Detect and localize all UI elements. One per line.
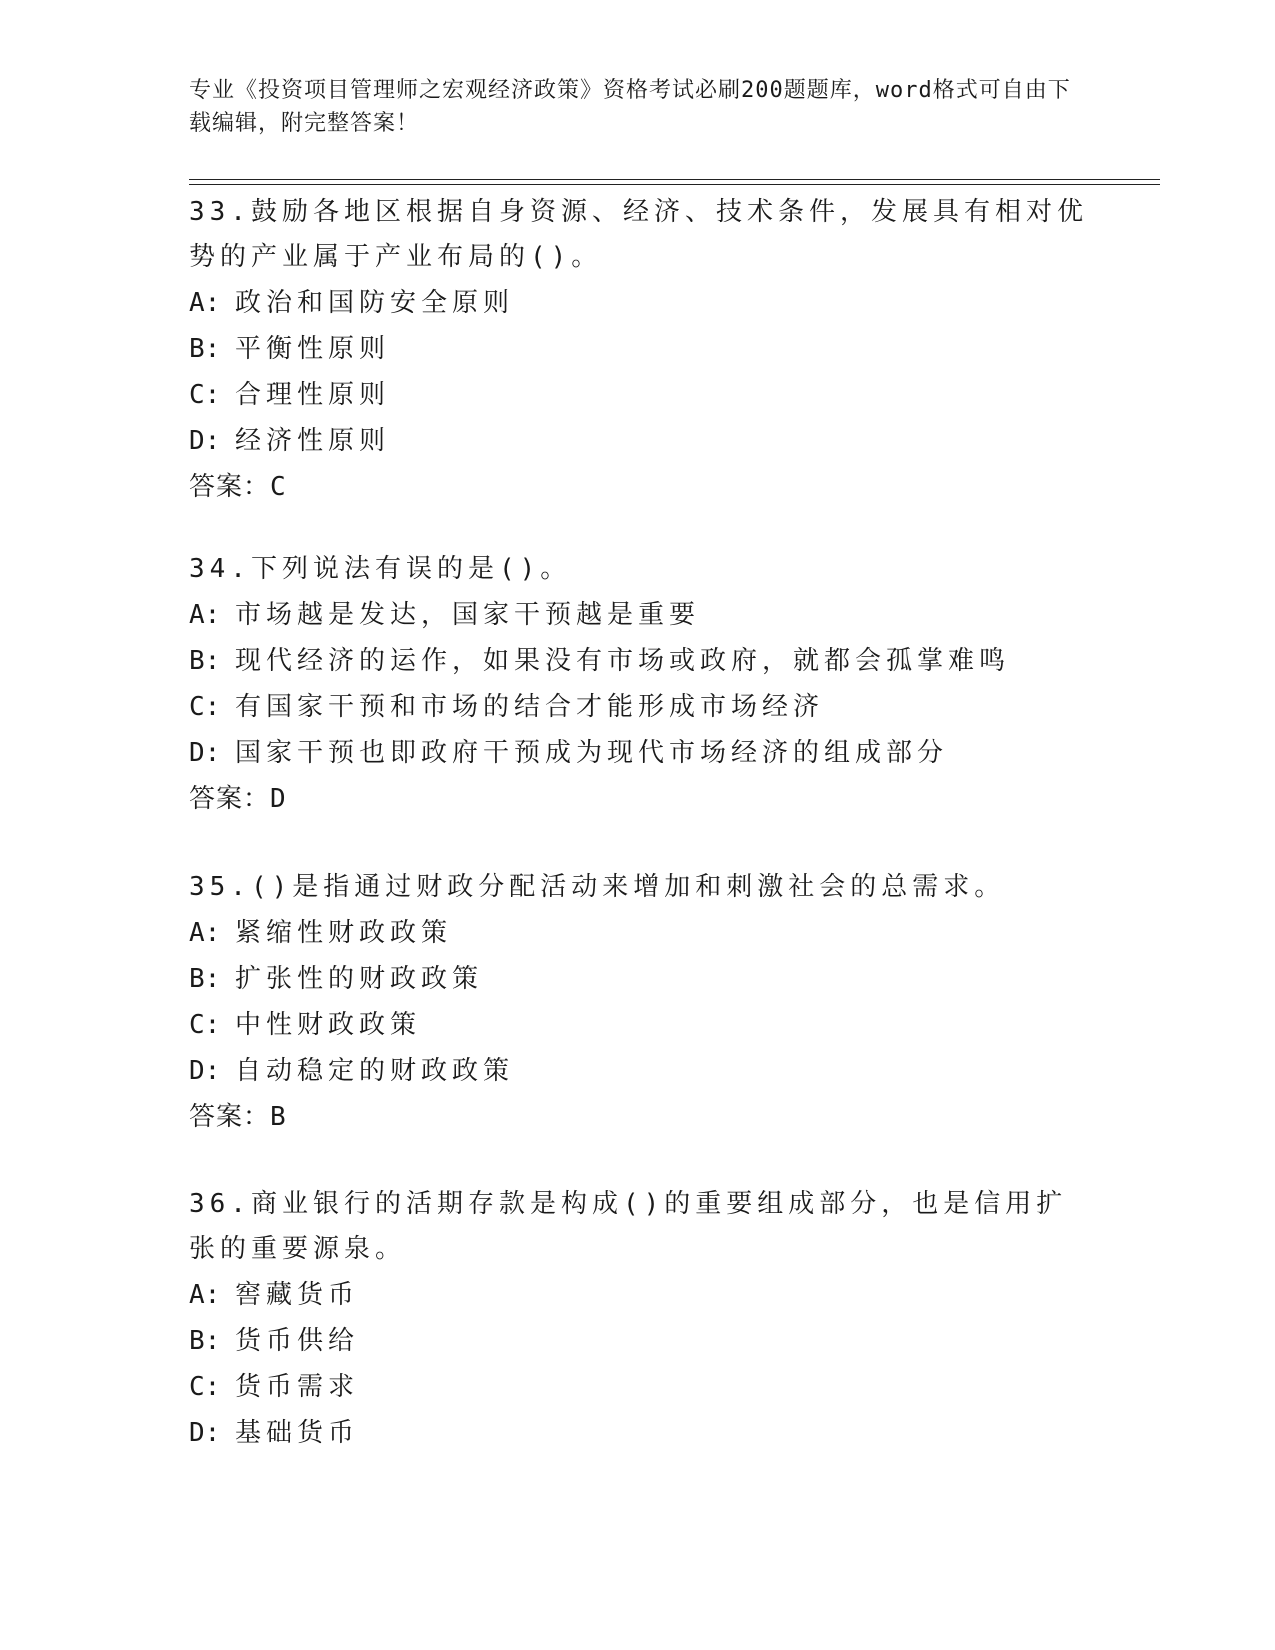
option-text: 窖藏货币 xyxy=(235,1280,360,1310)
option-d xyxy=(189,1410,1109,1456)
option-letter: C: xyxy=(189,380,221,410)
answer-label: 答案：C xyxy=(189,472,287,502)
option-b xyxy=(189,1318,1109,1364)
option-a xyxy=(189,592,1109,638)
question-stem: 34.下列说法有误的是()。 xyxy=(189,554,572,584)
option-letter: C: xyxy=(189,1372,221,1402)
option-text: 政治和国防安全原则 xyxy=(235,288,515,318)
option-letter: B: xyxy=(189,334,221,364)
question-35 xyxy=(189,865,1109,1140)
option-letter: C: xyxy=(189,692,221,722)
header-divider-top xyxy=(189,179,1160,180)
option-letter: A: xyxy=(189,918,221,948)
answer-label: 答案：D xyxy=(189,784,287,814)
option-letter: B: xyxy=(189,964,221,994)
option-text: 中性财政政策 xyxy=(235,1010,422,1040)
question-33 xyxy=(189,190,1109,510)
option-letter: A: xyxy=(189,288,221,318)
option-letter: D: xyxy=(189,1418,221,1448)
option-c xyxy=(189,1364,1109,1410)
option-c xyxy=(189,372,1109,418)
option-a xyxy=(189,910,1109,956)
question-stem: 36.商业银行的活期存款是构成()的重要组成部分，也是信用扩张的重要源泉。 xyxy=(189,1189,1068,1264)
question-36 xyxy=(189,1182,1109,1456)
option-text: 经济性原则 xyxy=(235,426,391,456)
option-a xyxy=(189,1272,1109,1318)
question-34 xyxy=(189,547,1109,822)
option-text: 合理性原则 xyxy=(235,380,391,410)
option-letter: B: xyxy=(189,646,221,676)
option-text: 货币供给 xyxy=(235,1326,360,1356)
option-text: 有国家干预和市场的结合才能形成市场经济 xyxy=(235,692,825,722)
option-d xyxy=(189,1048,1109,1094)
option-c xyxy=(189,1002,1109,1048)
option-letter: D: xyxy=(189,426,221,456)
option-c xyxy=(189,684,1109,730)
document-header: 专业《投资项目管理师之宏观经济政策》资格考试必刷200题题库，word格式可自由下载编辑，附完整答案！ xyxy=(189,78,1071,136)
option-b xyxy=(189,638,1109,684)
question-stem: 35.()是指通过财政分配活动来增加和刺激社会的总需求。 xyxy=(189,872,1006,902)
option-a xyxy=(189,280,1109,326)
option-text: 平衡性原则 xyxy=(235,334,391,364)
question-stem: 33.鼓励各地区根据自身资源、经济、技术条件，发展具有相对优势的产业属于产业布局的()。 xyxy=(189,197,1088,272)
option-letter: D: xyxy=(189,738,221,768)
option-text: 基础货币 xyxy=(235,1418,360,1448)
option-text: 货币需求 xyxy=(235,1372,360,1402)
option-text: 国家干预也即政府干预成为现代市场经济的组成部分 xyxy=(235,738,949,768)
option-letter: A: xyxy=(189,600,221,630)
option-text: 市场越是发达，国家干预越是重要 xyxy=(235,600,701,630)
option-b xyxy=(189,956,1109,1002)
option-text: 紧缩性财政政策 xyxy=(235,918,453,948)
option-letter: C: xyxy=(189,1010,221,1040)
option-letter: D: xyxy=(189,1056,221,1086)
option-d xyxy=(189,418,1109,464)
header-divider-bottom xyxy=(189,184,1160,185)
answer-label: 答案：B xyxy=(189,1102,287,1132)
option-letter: B: xyxy=(189,1326,221,1356)
option-letter: A: xyxy=(189,1280,221,1310)
option-d xyxy=(189,730,1109,776)
option-text: 自动稳定的财政政策 xyxy=(235,1056,515,1086)
option-b xyxy=(189,326,1109,372)
option-text: 现代经济的运作，如果没有市场或政府，就都会孤掌难鸣 xyxy=(235,646,1011,676)
option-text: 扩张性的财政政策 xyxy=(235,964,484,994)
